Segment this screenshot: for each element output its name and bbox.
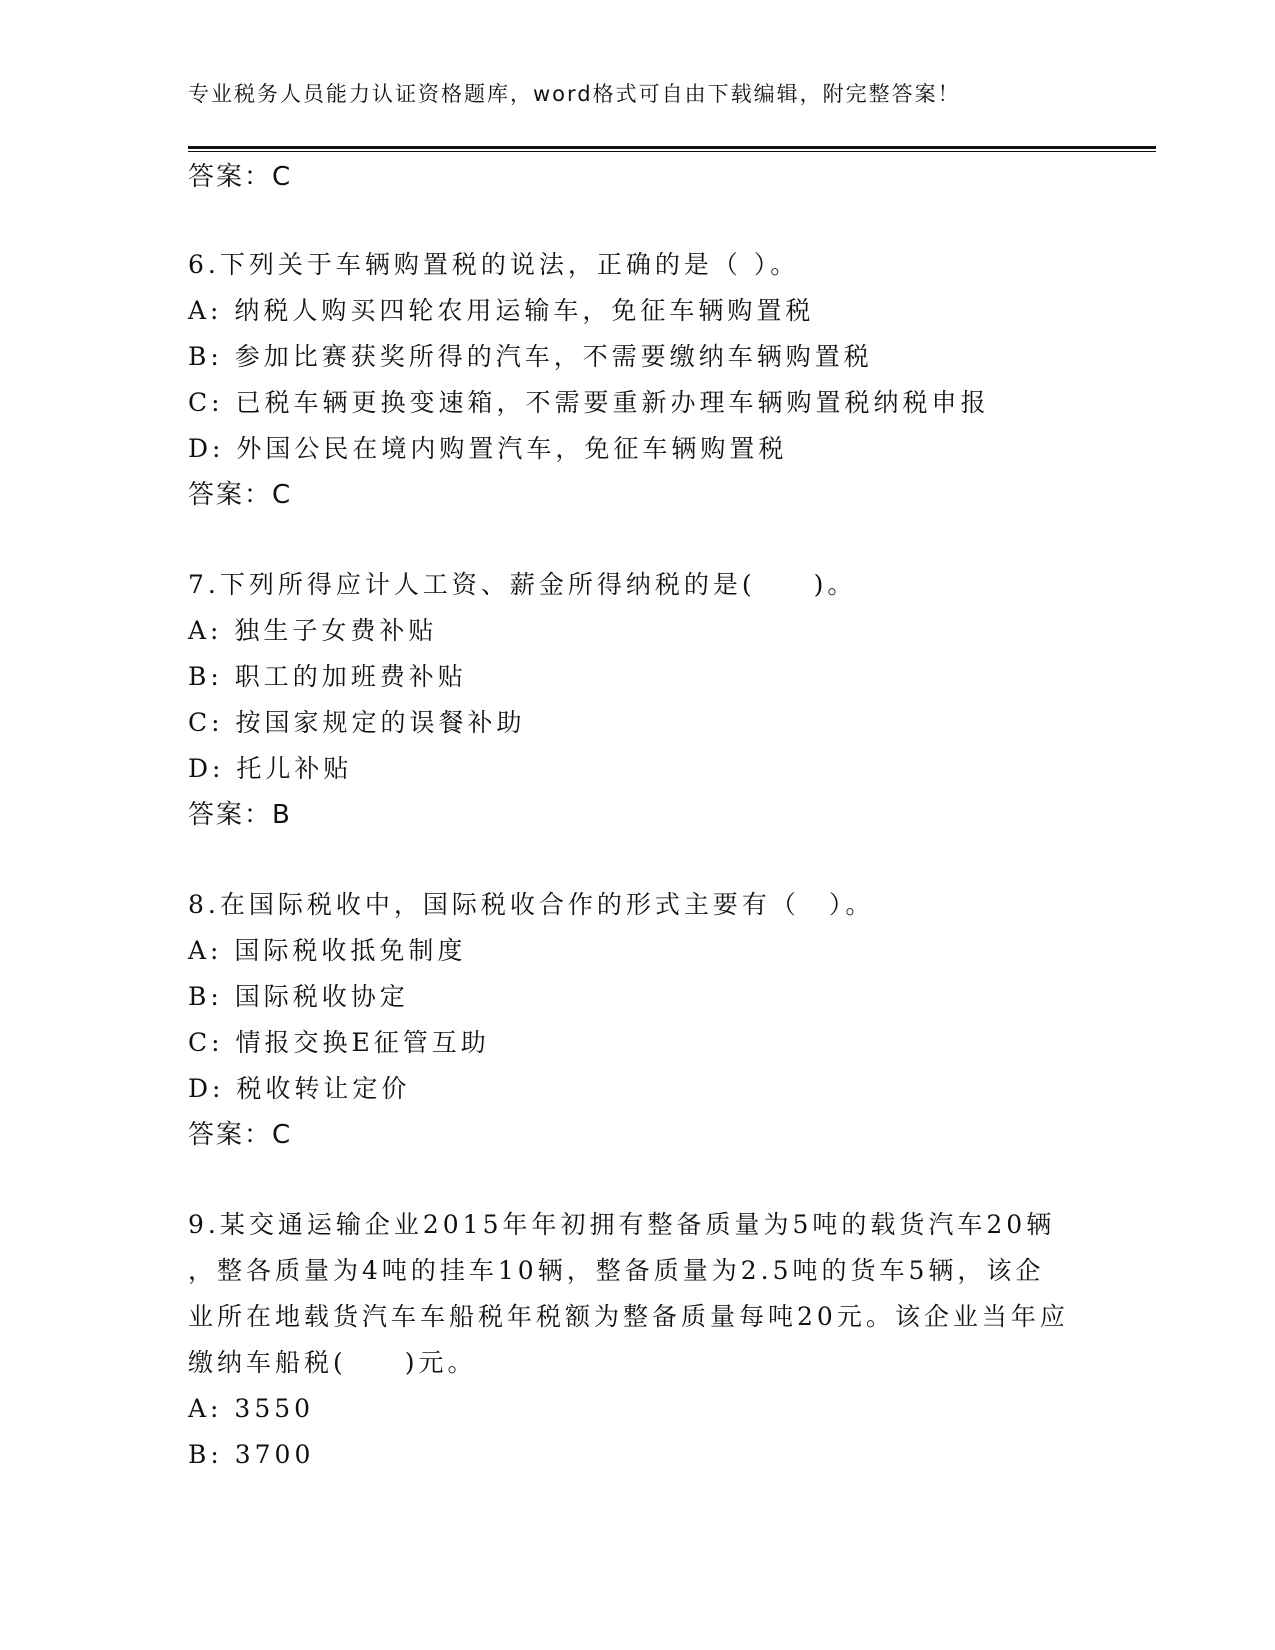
header-rule-thick [188, 146, 1156, 149]
option-b: B: 参加比赛获奖所得的汽车，不需要缴纳车辆购置税 [188, 342, 873, 371]
option-d: D: 税收转让定价 [188, 1074, 411, 1103]
question-content [188, 154, 1088, 1478]
answer: 答案：C [188, 1120, 293, 1150]
previous-answer: 答案：C [188, 162, 293, 192]
page-header: 专业税务人员能力认证资格题库，word格式可自由下载编辑，附完整答案！ [188, 82, 961, 106]
question-stem: 6.下列关于车辆购置税的说法，正确的是（ ）。 [188, 250, 800, 279]
option-d: D: 托儿补贴 [188, 754, 353, 783]
option-c: C: 已税车辆更换变速箱，不需要重新办理车辆购置税纳税申报 [188, 388, 990, 417]
question-stem: 8.在国际税收中，国际税收合作的形式主要有（ ）。 [188, 890, 875, 919]
option-d: D: 外国公民在境内购置汽车，免征车辆购置税 [188, 434, 788, 463]
question-stem: 7.下列所得应计人工资、薪金所得纳税的是( )。 [188, 570, 857, 599]
option-b: B: 国际税收协定 [188, 982, 409, 1011]
question-9 [188, 1202, 1088, 1478]
option-c: C: 情报交换E征管互助 [188, 1028, 490, 1057]
option-b: B: 3700 [188, 1440, 315, 1469]
option-a: A: 国际税收抵免制度 [188, 936, 467, 965]
answer: 答案：B [188, 800, 292, 830]
option-a: A: 3550 [188, 1394, 315, 1423]
question-stem-line: 9.某交通运输企业2015年年初拥有整备质量为5吨的载货汽车20辆 [188, 1210, 1056, 1239]
option-a: A: 纳税人购买四轮农用运输车，免征车辆购置税 [188, 296, 815, 325]
question-6 [188, 242, 1088, 518]
option-c: C: 按国家规定的误餐补助 [188, 708, 526, 737]
option-b: B: 职工的加班费补贴 [188, 662, 467, 691]
question-stem-line: 缴纳车船税( )元。 [188, 1348, 477, 1377]
option-a: A: 独生子女费补贴 [188, 616, 438, 645]
question-8 [188, 882, 1088, 1158]
answer: 答案：C [188, 480, 293, 510]
question-stem-line: 业所在地载货汽车车船税年税额为整备质量每吨20元。该企业当年应 [188, 1302, 1069, 1331]
question-stem-line: ，整各质量为4吨的挂车10辆，整备质量为2.5吨的货车5辆，该企 [188, 1256, 1045, 1285]
question-7 [188, 562, 1088, 838]
header-rule-thin [188, 151, 1156, 152]
